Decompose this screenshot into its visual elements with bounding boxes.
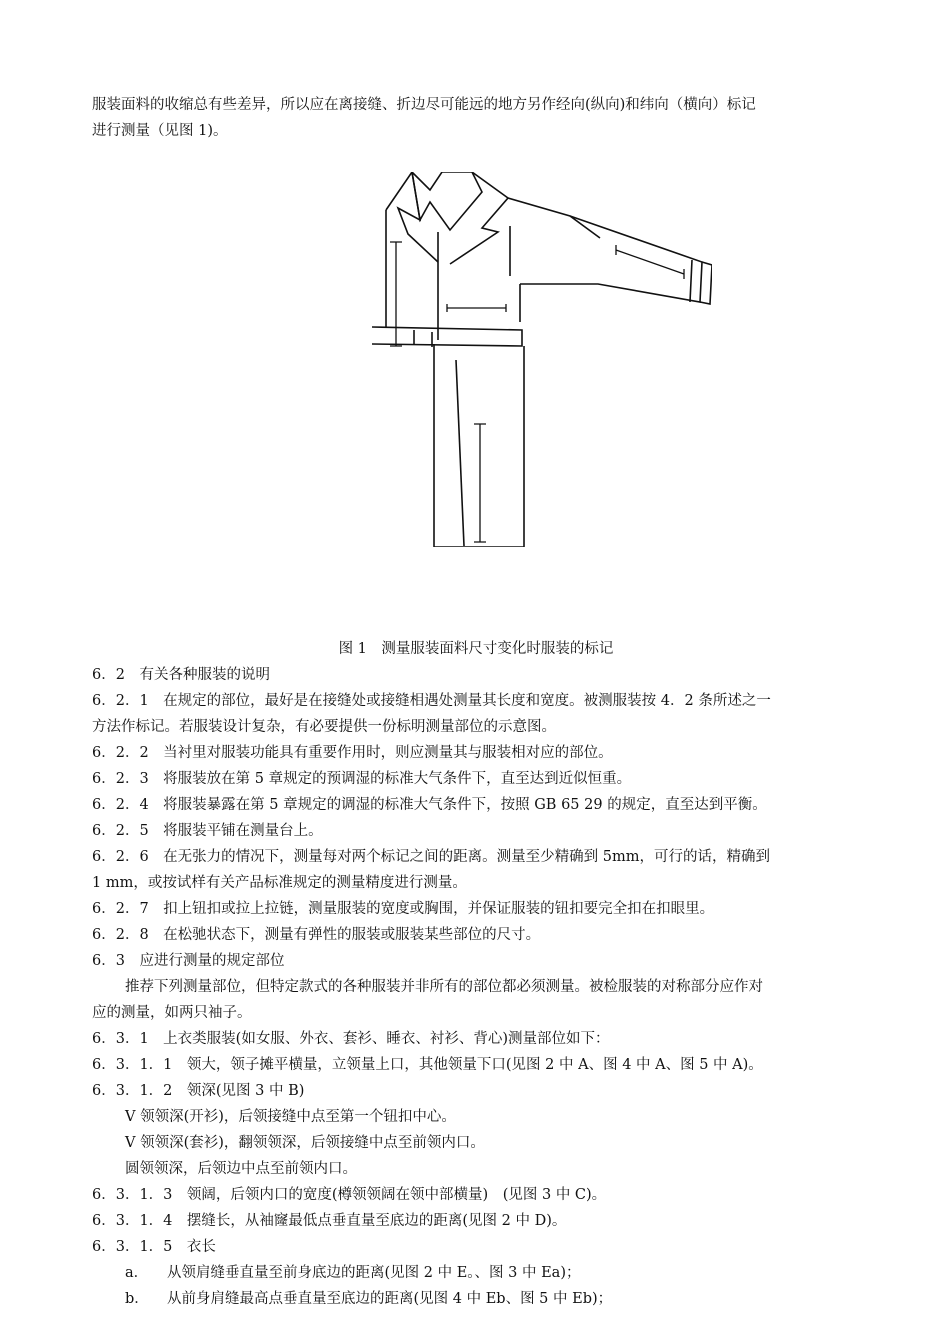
round-neck: 圆领领深，后领边中点至前领内口。 bbox=[125, 1161, 357, 1177]
trousers-outline bbox=[434, 344, 524, 547]
clause-6-2-3: 6．2．3 将服装放在第 5 章规定的预调湿的标准大气条件下，直至达到近似恒重。 bbox=[92, 771, 632, 787]
body-text bbox=[92, 662, 860, 1312]
list-marker: a． bbox=[125, 1265, 149, 1281]
clause-6-3-1-3: 6．3．1．3 领阔，后领内口的宽度(樽领领阔在领中部横量) (见图 3 中 C)。 bbox=[92, 1187, 607, 1203]
clause-6-2-7: 6．2．7 扣上钮扣或拉上拉链，测量服装的宽度或胸围，并保证服装的钮扣要完全扣在扣眼里。 bbox=[92, 901, 715, 917]
clause-6-2-1-cont: 方法作标记。若服装设计复杂，有必要提供一份标明测量部位的示意图。 bbox=[92, 719, 556, 735]
list-text: 从领肩缝垂直量至前身底边的距离(见图 2 中 E。、图 3 中 Ea)； bbox=[167, 1265, 581, 1281]
clause-6-3-1: 6．3．1 上衣类服装(如女服、外衣、套衫、睡衣、衬衫、背心)测量部位如下： bbox=[92, 1031, 610, 1047]
mark-sleeve-length bbox=[616, 245, 684, 279]
clause-6-2-6: 6．2．6 在无张力的情况下，测量每对两个标记之间的距离。测量至少精确到 5mm，可行的话，精确到 bbox=[92, 849, 771, 865]
section-6-3: 6．3 应进行测量的规定部位 bbox=[92, 953, 285, 969]
clause-6-2-5: 6．2．5 将服装平铺在测量台上。 bbox=[92, 823, 323, 839]
clause-6-2-2: 6．2．2 当衬里对服装功能具有重要作用时，则应测量其与服装相对应的部位。 bbox=[92, 745, 613, 761]
shoulder-seam bbox=[508, 198, 600, 238]
intro-paragraph bbox=[92, 92, 860, 144]
figure-caption: 图 1 测量服装面料尺寸变化时服装的标记 bbox=[338, 641, 614, 657]
figure-1 bbox=[92, 144, 860, 634]
clause-6-3-1-2: 6．3．1．2 领深(见图 3 中 B) bbox=[92, 1083, 305, 1099]
collar-outline bbox=[412, 172, 482, 230]
clause-6-3-1-1: 6．3．1．1 领大，领子摊平横量，立领量上口，其他领量下口(见图 2 中 A、图 4 中 A、图 5 中 A)。 bbox=[92, 1057, 763, 1073]
mark-jacket-length bbox=[390, 242, 402, 346]
clause-6-2-8: 6．2．8 在松驰状态下，测量有弹性的服装或服装某些部位的尺寸。 bbox=[92, 927, 541, 943]
waistband bbox=[372, 327, 522, 346]
garment-diagram bbox=[372, 172, 712, 547]
mark-jacket-width bbox=[447, 304, 506, 312]
trousers-inseam bbox=[456, 360, 464, 546]
lapel-left bbox=[386, 172, 438, 262]
mark-trousers-length bbox=[474, 424, 486, 542]
intro-line-2: 进行测量（见图 1)。 bbox=[92, 123, 228, 139]
clause-6-3-1-4: 6．3．1．4 摆缝长，从袖窿最低点垂直量至底边的距离(见图 2 中 D)。 bbox=[92, 1213, 567, 1229]
clause-6-2-4: 6．2．4 将服装暴露在第 5 章规定的调湿的标准大气条件下，按照 GB 65 29 的规定，直至达到平衡。 bbox=[92, 797, 767, 813]
list-item bbox=[92, 1260, 860, 1286]
list-marker: b． bbox=[125, 1291, 149, 1307]
list-item bbox=[92, 1286, 860, 1312]
v-neck-cardigan: V 领领深(开衫)，后领接缝中点至第一个钮扣中心。 bbox=[125, 1109, 456, 1125]
section-6-3-intro-cont: 应的测量，如两只袖子。 bbox=[92, 1005, 252, 1021]
clause-6-2-6-cont: 1 mm，或按试样有关产品标准规定的测量精度进行测量。 bbox=[92, 875, 467, 891]
clause-6-2-1: 6．2．1 在规定的部位，最好是在接缝处或接缝相遇处测量其长度和宽度。被测服装按 4．2 条所述之一 bbox=[92, 693, 771, 709]
sleeve-outline bbox=[520, 216, 702, 302]
section-6-2: 6．2 有关各种服装的说明 bbox=[92, 667, 270, 683]
v-neck-pullover: V 领领深(套衫)，翻领领深，后领接缝中点至前领内口。 bbox=[125, 1135, 485, 1151]
clause-6-3-1-5: 6．3．1．5 衣长 bbox=[92, 1239, 216, 1255]
intro-line-1: 服装面料的收缩总有些差异，所以应在离接缝、折边尽可能远的地方另作经向(纵向)和纬向（横向）标记 bbox=[92, 97, 756, 113]
document-page bbox=[92, 92, 860, 1312]
section-6-3-intro: 推荐下列测量部位，但特定款式的各种服装并非所有的部位都必须测量。被检服装的对称部分应作对 bbox=[125, 979, 763, 995]
sleeve-cuff bbox=[690, 260, 692, 302]
list-text: 从前身肩缝最高点垂直量至底边的距离(见图 4 中 Eb、图 5 中 Eb)； bbox=[167, 1291, 613, 1307]
